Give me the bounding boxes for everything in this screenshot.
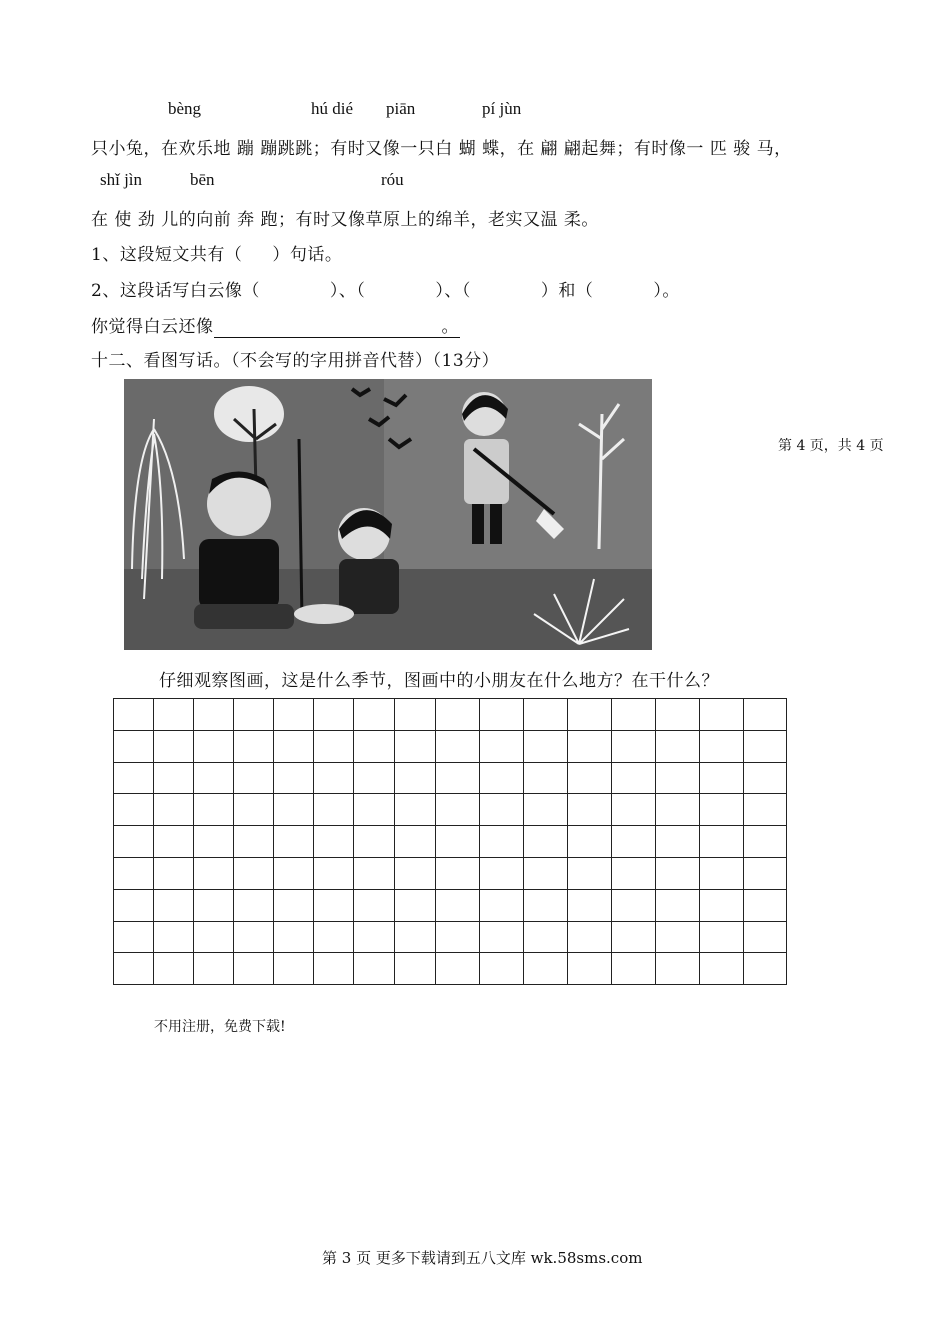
grid-cell[interactable] <box>744 730 787 762</box>
grid-cell[interactable] <box>354 730 395 762</box>
grid-cell[interactable] <box>612 889 656 921</box>
section-12-title: 十二、看图写话。（不会写的字用拼音代替）（13分） <box>91 351 500 371</box>
grid-cell[interactable] <box>436 921 480 953</box>
promo-text: 不用注册，免费下载! <box>154 1019 286 1035</box>
grid-row <box>114 921 787 953</box>
grid-cell[interactable] <box>436 953 480 985</box>
grid-cell[interactable] <box>656 730 700 762</box>
grid-cell[interactable] <box>568 826 612 858</box>
grid-row <box>114 794 787 826</box>
grid-cell[interactable] <box>524 699 568 731</box>
side-page-label: 第 4 页，共 4 页 <box>778 438 884 454</box>
grid-cell[interactable] <box>274 857 314 889</box>
grid-cell[interactable] <box>354 762 395 794</box>
grid-cell[interactable] <box>114 921 154 953</box>
grid-cell[interactable] <box>194 794 234 826</box>
grid-cell[interactable] <box>524 762 568 794</box>
grid-cell[interactable] <box>700 762 744 794</box>
grid-cell[interactable] <box>656 953 700 985</box>
grid-cell[interactable] <box>154 826 194 858</box>
grid-cell[interactable] <box>612 699 656 731</box>
grid-cell[interactable] <box>524 730 568 762</box>
grid-cell[interactable] <box>194 826 234 858</box>
grid-cell[interactable] <box>656 889 700 921</box>
grid-cell[interactable] <box>436 889 480 921</box>
grid-cell[interactable] <box>194 699 234 731</box>
pinyin-beng: bèng <box>168 99 202 118</box>
grid-cell[interactable] <box>194 953 234 985</box>
grid-cell[interactable] <box>700 857 744 889</box>
grid-row <box>114 699 787 731</box>
grid-cell[interactable] <box>744 762 787 794</box>
grid-cell[interactable] <box>395 826 436 858</box>
grid-cell[interactable] <box>154 857 194 889</box>
grid-cell[interactable] <box>114 730 154 762</box>
grid-cell[interactable] <box>524 953 568 985</box>
grid-cell[interactable] <box>480 699 524 731</box>
question-1: 1、这段短文共有（ ）句话。 <box>91 245 343 265</box>
grid-cell[interactable] <box>354 794 395 826</box>
question-2: 2、这段话写白云像（ ）、（ ）、（ ）和（ ）。 <box>91 281 680 301</box>
grid-cell[interactable] <box>436 826 480 858</box>
grid-cell[interactable] <box>314 730 354 762</box>
grid-cell[interactable] <box>700 699 744 731</box>
grid-cell[interactable] <box>234 857 274 889</box>
grid-cell[interactable] <box>480 889 524 921</box>
grid-cell[interactable] <box>114 794 154 826</box>
grid-cell[interactable] <box>744 857 787 889</box>
grid-cell[interactable] <box>612 730 656 762</box>
grid-cell[interactable] <box>314 889 354 921</box>
grid-cell[interactable] <box>568 699 612 731</box>
grid-cell[interactable] <box>656 921 700 953</box>
grid-cell[interactable] <box>395 794 436 826</box>
grid-cell[interactable] <box>480 794 524 826</box>
grid-cell[interactable] <box>656 699 700 731</box>
grid-row <box>114 762 787 794</box>
grid-cell[interactable] <box>234 921 274 953</box>
grid-cell[interactable] <box>480 953 524 985</box>
grid-cell[interactable] <box>274 921 314 953</box>
grid-cell[interactable] <box>568 857 612 889</box>
grid-cell[interactable] <box>194 921 234 953</box>
grid-cell[interactable] <box>154 953 194 985</box>
grid-row <box>114 826 787 858</box>
grid-cell[interactable] <box>480 857 524 889</box>
grid-cell[interactable] <box>274 794 314 826</box>
grid-cell[interactable] <box>480 921 524 953</box>
grid-cell[interactable] <box>480 730 524 762</box>
pinyin-shijin: shǐ jìn <box>100 170 143 189</box>
grid-cell[interactable] <box>436 762 480 794</box>
grid-cell[interactable] <box>524 857 568 889</box>
grid-cell[interactable] <box>395 889 436 921</box>
grid-cell[interactable] <box>524 826 568 858</box>
grid-cell[interactable] <box>436 794 480 826</box>
grid-cell[interactable] <box>656 794 700 826</box>
grid-cell[interactable] <box>395 921 436 953</box>
grid-cell[interactable] <box>274 953 314 985</box>
question-3: 你觉得白云还像 。 <box>91 312 460 338</box>
grid-cell[interactable] <box>314 953 354 985</box>
grid-cell[interactable] <box>234 889 274 921</box>
pinyin-ben: bēn <box>190 170 215 189</box>
grid-cell[interactable] <box>436 857 480 889</box>
grid-cell[interactable] <box>656 762 700 794</box>
grid-cell[interactable] <box>568 762 612 794</box>
pinyin-rou: róu <box>381 170 404 189</box>
grid-cell[interactable] <box>524 921 568 953</box>
grid-cell[interactable] <box>274 826 314 858</box>
grid-cell[interactable] <box>314 921 354 953</box>
grid-cell[interactable] <box>744 889 787 921</box>
grid-cell[interactable] <box>524 889 568 921</box>
grid-cell[interactable] <box>154 762 194 794</box>
grid-cell[interactable] <box>744 794 787 826</box>
answer-blank[interactable]: 。 <box>214 312 460 338</box>
grid-cell[interactable] <box>568 730 612 762</box>
grid-cell[interactable] <box>568 921 612 953</box>
grid-cell[interactable] <box>314 826 354 858</box>
grid-cell[interactable] <box>194 762 234 794</box>
grid-cell[interactable] <box>194 889 234 921</box>
grid-cell[interactable] <box>395 730 436 762</box>
passage-line-1: 只小兔，在欢乐地 蹦 蹦跳跳；有时又像一只白 蝴 蝶，在 翩 翩起舞；有时像一 匹 骏 马， <box>91 139 792 159</box>
grid-cell[interactable] <box>354 921 395 953</box>
grid-cell[interactable] <box>154 730 194 762</box>
grid-cell[interactable] <box>395 857 436 889</box>
grid-cell[interactable] <box>314 699 354 731</box>
grid-cell[interactable] <box>154 921 194 953</box>
grid-cell[interactable] <box>154 889 194 921</box>
grid-row <box>114 730 787 762</box>
passage-line-2: 在 使 劲 儿的向前 奔 跑；有时又像草原上的绵羊，老实又温 柔。 <box>91 210 599 230</box>
grid-cell[interactable] <box>700 794 744 826</box>
grid-cell[interactable] <box>114 762 154 794</box>
grid-cell[interactable] <box>700 730 744 762</box>
grid-cell[interactable] <box>436 699 480 731</box>
grid-cell[interactable] <box>612 762 656 794</box>
grid-cell[interactable] <box>154 794 194 826</box>
pinyin-pijun: pí jùn <box>482 99 522 118</box>
grid-cell[interactable] <box>700 921 744 953</box>
grid-cell[interactable] <box>524 794 568 826</box>
writing-prompt: 仔细观察图画，这是什么季节，图画中的小朋友在什么地方？在干什么？ <box>159 671 719 691</box>
picture-children-planting-trees <box>124 379 652 650</box>
grid-cell[interactable] <box>274 730 314 762</box>
grid-cell[interactable] <box>234 762 274 794</box>
grid-cell[interactable] <box>234 730 274 762</box>
grid-cell[interactable] <box>114 857 154 889</box>
grid-cell[interactable] <box>234 826 274 858</box>
grid-cell[interactable] <box>114 889 154 921</box>
grid-cell[interactable] <box>354 857 395 889</box>
grid-cell[interactable] <box>354 953 395 985</box>
grid-cell[interactable] <box>274 889 314 921</box>
pinyin-hudie: hú dié <box>311 99 354 118</box>
grid-cell[interactable] <box>612 953 656 985</box>
grid-row <box>114 953 787 985</box>
grid-cell[interactable] <box>234 953 274 985</box>
grid-row <box>114 857 787 889</box>
writing-grid[interactable] <box>113 698 787 985</box>
grid-cell[interactable] <box>395 953 436 985</box>
grid-cell[interactable] <box>656 826 700 858</box>
grid-cell[interactable] <box>568 889 612 921</box>
grid-cell[interactable] <box>436 730 480 762</box>
grid-cell[interactable] <box>700 826 744 858</box>
grid-cell[interactable] <box>700 953 744 985</box>
grid-cell[interactable] <box>744 921 787 953</box>
grid-cell[interactable] <box>154 699 194 731</box>
grid-cell[interactable] <box>612 921 656 953</box>
grid-cell[interactable] <box>234 794 274 826</box>
grid-cell[interactable] <box>395 699 436 731</box>
grid-cell[interactable] <box>480 826 524 858</box>
grid-cell[interactable] <box>114 826 154 858</box>
pinyin-pian: piān <box>386 99 416 118</box>
grid-cell[interactable] <box>354 889 395 921</box>
grid-cell[interactable] <box>744 826 787 858</box>
grid-cell[interactable] <box>354 826 395 858</box>
grid-cell[interactable] <box>234 699 274 731</box>
grid-cell[interactable] <box>744 953 787 985</box>
grid-cell[interactable] <box>274 762 314 794</box>
grid-cell[interactable] <box>274 699 314 731</box>
grid-cell[interactable] <box>314 857 354 889</box>
grid-cell[interactable] <box>314 762 354 794</box>
grid-cell[interactable] <box>612 857 656 889</box>
grid-cell[interactable] <box>568 953 612 985</box>
grid-cell[interactable] <box>612 794 656 826</box>
grid-cell[interactable] <box>194 730 234 762</box>
grid-cell[interactable] <box>568 794 612 826</box>
grid-cell[interactable] <box>114 953 154 985</box>
grid-cell[interactable] <box>354 699 395 731</box>
grid-cell[interactable] <box>194 857 234 889</box>
grid-cell[interactable] <box>612 826 656 858</box>
page-footer: 第 3 页 更多下载请到五八文库 wk.58sms.com <box>322 1249 643 1267</box>
grid-cell[interactable] <box>656 857 700 889</box>
grid-cell[interactable] <box>480 762 524 794</box>
grid-cell[interactable] <box>700 889 744 921</box>
grid-cell[interactable] <box>314 794 354 826</box>
grid-cell[interactable] <box>114 699 154 731</box>
grid-cell[interactable] <box>744 699 787 731</box>
grid-row <box>114 889 787 921</box>
grid-cell[interactable] <box>395 762 436 794</box>
